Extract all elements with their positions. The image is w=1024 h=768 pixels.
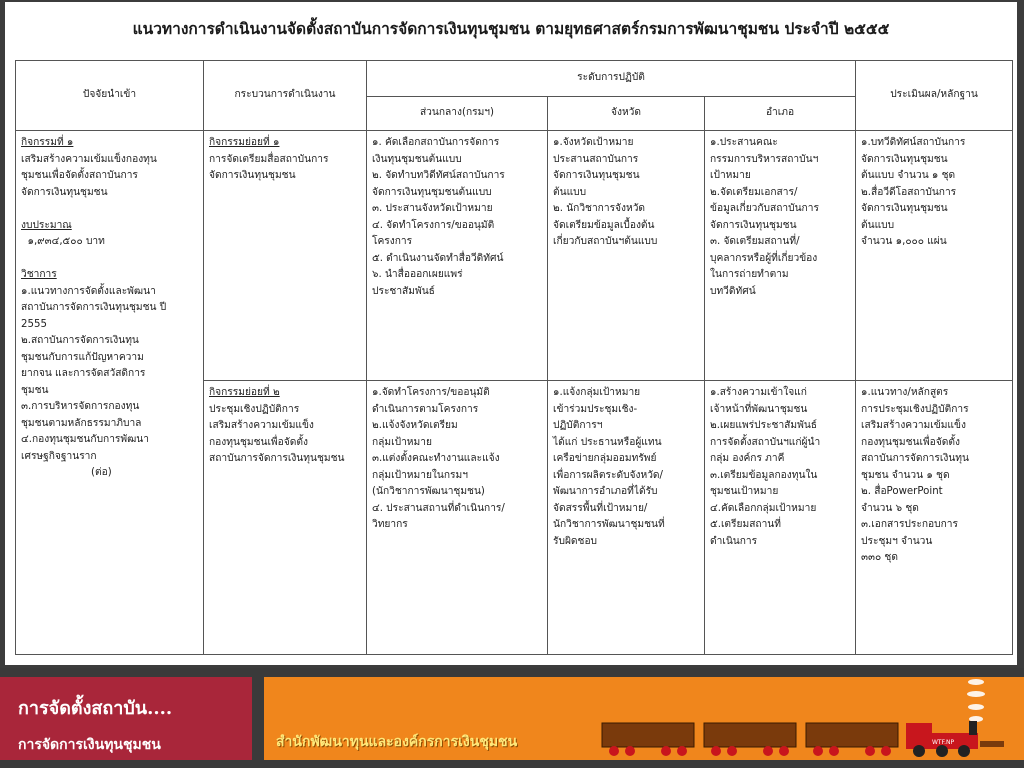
cell-line: ชุมชนเป้าหมาย (710, 486, 779, 498)
cell-line: รับผิดชอบ (553, 535, 598, 547)
central-cell (367, 131, 548, 381)
cell-line: จำนวน ๖ ชุด (861, 502, 919, 514)
cell-line: ๓. จัดเตรียมสถานที่/ (710, 236, 800, 248)
engine-label: WTF.NP (932, 739, 955, 746)
budget-value: ๑,๙๓๔,๕๐๐ บาท (21, 236, 105, 248)
cell-line: (นักวิชาการพัฒนาชุมชน) (372, 486, 485, 498)
cell-line: จัดเตรียมข้อมูลเบื้องต้น (553, 219, 655, 231)
header-input: ปัจจัยนำเข้า (16, 61, 204, 131)
cell-line: ชุมชนเพื่อจัดตั้งสถาบันการ (21, 170, 138, 182)
cell-line: วิทยากร (372, 519, 408, 531)
cell-line: เครือข่ายกลุ่มออมทรัพย์ (553, 453, 657, 465)
cell-line: ๑.ประสานคณะ (710, 137, 778, 148)
header-province: จังหวัด (548, 97, 705, 131)
cell-line: บทวีดิทัศน์ (710, 285, 756, 297)
cell-line: กลุ่ม องค์กร ภาคี (710, 453, 785, 465)
cell-line: ๕. ดำเนินงานจัดทำสื่อวีดิทัศน์ (372, 252, 504, 264)
cell-line: จัดการเงินทุนชุมชน (21, 186, 108, 198)
cell-line: จัดการเงินทุนชุมชน (861, 153, 948, 165)
cell-line: ๒. นักวิชาการจังหวัด (553, 203, 646, 215)
cell-line: พัฒนาการอำเภอที่ได้รับ (553, 486, 658, 498)
cell-line: การประชุมเชิงปฏิบัติการ (861, 403, 969, 415)
cell-line: ๓.แต่งตั้งคณะทำงานและแจ้ง (372, 453, 500, 465)
cell-line: ๒. สื่อPowerPoint (861, 486, 943, 498)
cell-line: จำนวน ๑,๐๐๐ แผ่น (861, 236, 947, 248)
evaluation-cell (856, 381, 1013, 655)
page-title: แนวทางการดำเนินงานจัดตั้งสถาบันการจัดการเงินทุนชุมชน ตามยุทธศาสตร์กรมการพัฒนาชุมชน ประจำปี ๒๕๕๕ (132, 20, 890, 38)
cell-line: เสริมสร้างความเข้มแข็ง (861, 420, 966, 432)
footer-subtitle: การจัดการเงินทุนชุมชน (18, 737, 161, 753)
cell-line: เสริมสร้างความเข้มแข็งกองทุน (21, 153, 157, 165)
cell-line: เสริมสร้างความเข้มแข็ง (209, 420, 314, 432)
train-car-icon (602, 723, 898, 756)
cell-line: ต้นแบบ (553, 186, 587, 198)
spacer (21, 251, 199, 268)
cell-line: จัดการเงินทุนชุมชน (553, 170, 640, 182)
office-name: สำนักพัฒนาทุนและองค์กรการเงินชุมชน (276, 734, 518, 750)
input-cell (16, 131, 204, 655)
cell-line: ๓.การบริหารจัดการกองทุน (21, 401, 140, 413)
province-cell (548, 381, 705, 655)
cell-line: กลุ่มเป้าหมาย (372, 436, 432, 448)
cell-line: เพื่อการผลิตระดับจังหวัด/ (553, 469, 663, 481)
locomotive-icon (906, 721, 1004, 757)
cell-line: สถาบันการจัดการเงินทุนชุมชน (209, 453, 345, 465)
process-cell (204, 131, 367, 381)
header-district: อำเภอ (705, 97, 856, 131)
cell-line: ๑.แนวทาง/หลักสูตร (861, 387, 949, 398)
cell-line: เจ้าหน้าที่พัฒนาชุมชน (710, 403, 808, 415)
cell-line: จัดสรรพื้นที่เป้าหมาย/ (553, 502, 648, 514)
cell-line: จัดการเงินทุนชุมชน (710, 219, 797, 231)
cell-line: เป้าหมาย (710, 170, 751, 182)
evaluation-cell (856, 131, 1013, 381)
cell-line: กรรมการบริหารสถาบันฯ (710, 153, 819, 165)
cell-line: โครงการ (372, 236, 413, 248)
cell-line: กลุ่มเป้าหมายในกรมฯ (372, 469, 468, 481)
cell-line: เงินทุนชุมชนต้นแบบ (372, 153, 462, 165)
cell-line: ข้อมูลเกี่ยวกับสถาบันการ (710, 203, 819, 215)
cell-line: บุคลากรหรือผู้ที่เกี่ยวข้อง (710, 252, 818, 264)
cell-line: ชุมชน จำนวน ๑ ชุด (861, 469, 950, 481)
cell-line: 2555 (21, 318, 47, 330)
cell-line: กองทุนชุมชนเพื่อจัดตั้ง (861, 436, 960, 448)
header-evaluation: ประเมินผล/หลักฐาน (856, 61, 1013, 131)
cell-line: ๓.เตรียมข้อมูลกองทุนใน (710, 469, 818, 481)
cell-line: ๑.จัดทำโครงการ/ขออนุมัติ (372, 387, 490, 398)
central-cell (367, 381, 548, 655)
cell-line: ๓. ประสานจังหวัดเป้าหมาย (372, 203, 493, 215)
cell-line: ยากจน และการจัดสวัสดิการ (21, 368, 146, 380)
cell-line: จัดการเงินทุนชุมชนต้นแบบ (372, 186, 492, 198)
header-levels: ระดับการปฏิบัติ (367, 61, 856, 97)
cell-line: เศรษฐกิจฐานราก (21, 450, 97, 462)
table-row (16, 131, 1013, 381)
cell-line: ชุมชนตามหลักธรรมาภิบาล (21, 417, 142, 429)
cell-line: การจัดเตรียมสื่อสถาบันการ (209, 153, 329, 165)
smoke-icon (967, 679, 985, 722)
cell-line: เกี่ยวกับสถาบันฯต้นแบบ (553, 236, 658, 248)
cell-line: ๒.เผยแพร่ประชาสัมพันธ์ (710, 420, 818, 432)
cell-line: ดำเนินการ (710, 535, 758, 547)
cell-line: จัดการเงินทุนชุมชน (209, 170, 296, 182)
cell-line: จัดการเงินทุนชุมชน (861, 203, 948, 215)
cell-line: ต้นแบบ จำนวน ๑ ชุด (861, 170, 956, 182)
cell-line: ในการถ่ายทำตาม (710, 269, 789, 281)
cell-line: ดำเนินการตามโครงการ (372, 403, 479, 415)
cell-line: การจัดตั้งสถาบันฯแก่ผู้นำ (710, 436, 821, 448)
cell-line: ๑.จังหวัดเป้าหมาย (553, 137, 634, 148)
district-cell (705, 381, 856, 655)
district-cell (705, 131, 856, 381)
continued-label: (ต่อ) (91, 467, 112, 479)
cell-line: ประชาสัมพันธ์ (372, 285, 435, 297)
cell-line: ๒.แจ้งจังหวัดเตรียม (372, 420, 458, 432)
cell-line: สถาบันการจัดการเงินทุน (861, 453, 969, 465)
process-cell (204, 381, 367, 655)
cell-line: ๔. จัดทำโครงการ/ขออนุมัติ (372, 219, 495, 231)
plan-table (15, 60, 1013, 655)
header-row (16, 61, 1013, 97)
cell-line: ๕.เตรียมสถานที่ (710, 519, 781, 531)
cell-line: ประชุมเชิงปฏิบัติการ (209, 403, 300, 415)
cell-line: ๒.สื่อวีดีโอสถาบันการ (861, 186, 957, 198)
cell-line: ๓.เอกสารประกอบการ (861, 519, 958, 531)
footer-banner (264, 677, 1024, 760)
subactivity-heading: กิจกรรมย่อยที่ ๑ (209, 137, 280, 148)
header-central: ส่วนกลาง(กรมฯ) (367, 97, 548, 131)
cell-line: ๑.สร้างความเข้าใจแก่ (710, 387, 807, 398)
cell-line: ๒. จัดทำบทวิดีทัศน์สถาบันการ (372, 170, 505, 182)
footer-title-panel (0, 677, 252, 760)
activity-heading: กิจกรรมที่ ๑ (21, 137, 74, 148)
province-cell (548, 131, 705, 381)
spacer (21, 201, 199, 218)
cell-line: กองทุนชุมชนเพื่อจัดตั้ง (209, 436, 308, 448)
document-sheet (5, 2, 1017, 665)
cell-line: ๑. คัดเลือกสถาบันการจัดการ (372, 137, 500, 148)
cell-line: ๑.แจ้งกลุ่มเป้าหมาย (553, 387, 641, 398)
cell-line: ประชุมฯ จำนวน (861, 535, 933, 547)
budget-heading: งบประมาณ (21, 219, 72, 231)
cell-line: ๒.สถาบันการจัดการเงินทุน (21, 335, 139, 347)
cell-line: ต้นแบบ (861, 219, 895, 231)
header-process: กระบวนการดำเนินงาน (204, 61, 367, 131)
cell-line: ชุมชน (21, 384, 49, 396)
cell-line: ๔. ประสานสถานที่ดำเนินการ/ (372, 502, 505, 514)
cell-line: ๒.จัดเตรียมเอกสาร/ (710, 186, 798, 198)
cell-line: ๖. นำสื่อออกเผยแพร่ (372, 269, 463, 281)
cell-line: ได้แก่ ประธานหรือผู้แทน (553, 436, 662, 448)
cell-line: สถาบันการจัดการเงินทุนชุมชน ปี (21, 302, 167, 314)
academic-heading: วิชาการ (21, 269, 57, 281)
cell-line: ๔.กองทุนชุมชนกับการพัฒนา (21, 434, 149, 446)
cell-line: ๑.บทวีดิทัศน์สถาบันการ (861, 137, 966, 148)
cell-line: ชุมชนกับการแก้ปัญหาความ (21, 351, 144, 363)
cell-line: นักวิชาการพัฒนาชุมชนที่ (553, 519, 665, 531)
footer-title: การจัดตั้งสถาบัน.... (18, 698, 173, 719)
cell-line: ๑.แนวทางการจัดตั้งและพัฒนา (21, 285, 156, 297)
cell-line: ๓๓๐ ชุด (861, 552, 898, 564)
cell-line: เข้าร่วมประชุมเชิง- (553, 403, 638, 415)
cell-line: ๔.คัดเลือกกลุ่มเป้าหมาย (710, 502, 817, 514)
cell-line: ประสานสถาบันการ (553, 153, 639, 165)
subactivity-heading: กิจกรรมย่อยที่ ๒ (209, 387, 280, 398)
cell-line: ปฏิบัติการฯ (553, 420, 603, 432)
